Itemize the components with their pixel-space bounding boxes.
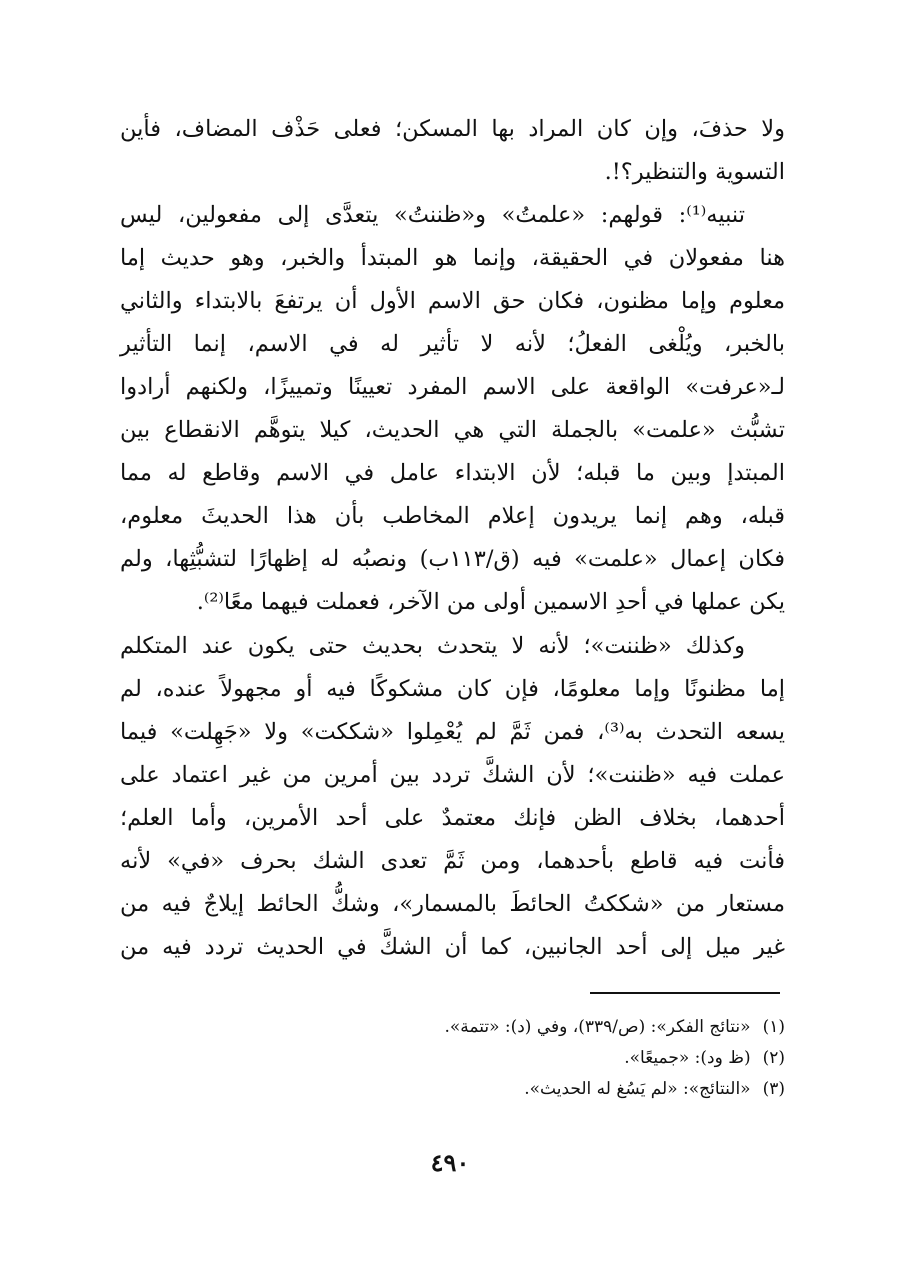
text-line: يسعه التحدث به⁽³⁾، فمن ثَمَّ لم يُعْمِلوا «شككت» ولا «جَهِلت» فيما <box>120 719 785 745</box>
footnote-number: (٢) <box>762 1048 785 1068</box>
footnote-separator <box>590 992 780 994</box>
footnote-text: «النتائج»: «لم يَسُغ له الحديث». <box>524 1079 751 1099</box>
paragraph-1 <box>120 108 785 194</box>
text-line: المبتدإ وبين ما قبله؛ لأن الابتداء عامل في الاسم وقاطع له مما <box>120 460 785 486</box>
text-line: تنبيه⁽¹⁾: قولهم: «علمتُ» و«ظننتُ» يتعدَّى إلى مفعولين، ليس <box>120 202 745 228</box>
text-line: فأنت فيه قاطع بأحدهما، ومن ثَمَّ تعدى الشك بحرف «في» لأنه <box>120 848 785 874</box>
paragraph-2 <box>120 194 785 624</box>
text-line: هنا مفعولان في الحقيقة، وإنما هو المبتدأ والخبر، وهو حديث إما <box>120 245 785 271</box>
text-line: التسوية والتنظير؟!. <box>604 159 785 185</box>
footnote-2 <box>120 1043 785 1074</box>
text-line: بالخبر، ويُلْغى الفعلُ؛ لأنه لا تأثير له في الاسم، إنما التأثير <box>120 331 785 357</box>
text-line: فكان إعمال «علمت» فيه (ق/١١٣ب) ونصبُه له إظهارًا لتشبُّثِها، ولم <box>120 546 785 572</box>
footnote-text: «نتائج الفكر»: (ص/٣٣٩)، وفي (د): «تتمة». <box>444 1017 751 1037</box>
text-line: إما مظنونًا وإما معلومًا، فإن كان مشكوكًا فيه أو مجهولاً عنده، لم <box>120 676 785 702</box>
text-line: تشبُّث «علمت» بالجملة التي هي الحديث، كيلا يتوهَّم الانقطاع بين <box>120 417 785 443</box>
text-line: لـ«عرفت» الواقعة على الاسم المفرد تعيينًا وتمييزًا، ولكنهم أرادوا <box>120 374 785 400</box>
page-number: ٤٩٠ <box>430 1148 470 1177</box>
footnote-text: (ظ ود): «جميعًا». <box>624 1048 751 1068</box>
footnote-3 <box>120 1074 785 1105</box>
footnote-number: (٣) <box>762 1079 785 1099</box>
text-line: ولا حذفَ، وإن كان المراد بها المسكن؛ فعلى حَذْف المضاف، فأين <box>120 116 785 142</box>
text-line: قبله، وهم إنما يريدون إعلام المخاطب بأن هذا الحديثَ معلوم، <box>120 503 785 529</box>
text-line: وكذلك «ظننت»؛ لأنه لا يتحدث بحديث حتى يكون عند المتكلم <box>120 633 745 659</box>
paragraph-3 <box>120 625 785 969</box>
text-line: عملت فيه «ظننت»؛ لأن الشكَّ تردد بين أمرين من غير اعتماد على <box>120 762 785 788</box>
text-line: مستعار من «شككتُ الحائطَ بالمسمار»، وشكُّ الحائط إيلاجٌ فيه من <box>120 891 785 917</box>
footnote-number: (١) <box>762 1017 785 1037</box>
footnote-1 <box>120 1012 785 1043</box>
text-line: غير ميل إلى أحد الجانبين، كما أن الشكَّ في الحديث تردد فيه من <box>120 934 785 960</box>
text-line: معلوم وإما مظنون، فكان حق الاسم الأول أن يرتفعَ بالابتداء والثاني <box>120 288 785 314</box>
text-line: يكن عملها في أحدِ الاسمين أولى من الآخر، فعملت فيهما معًا⁽²⁾. <box>196 589 785 615</box>
footnotes <box>120 1012 785 1105</box>
text-line: أحدهما، بخلاف الظن فإنك معتمدٌ على أحد الأمرين، وأما العلم؛ <box>120 805 785 831</box>
